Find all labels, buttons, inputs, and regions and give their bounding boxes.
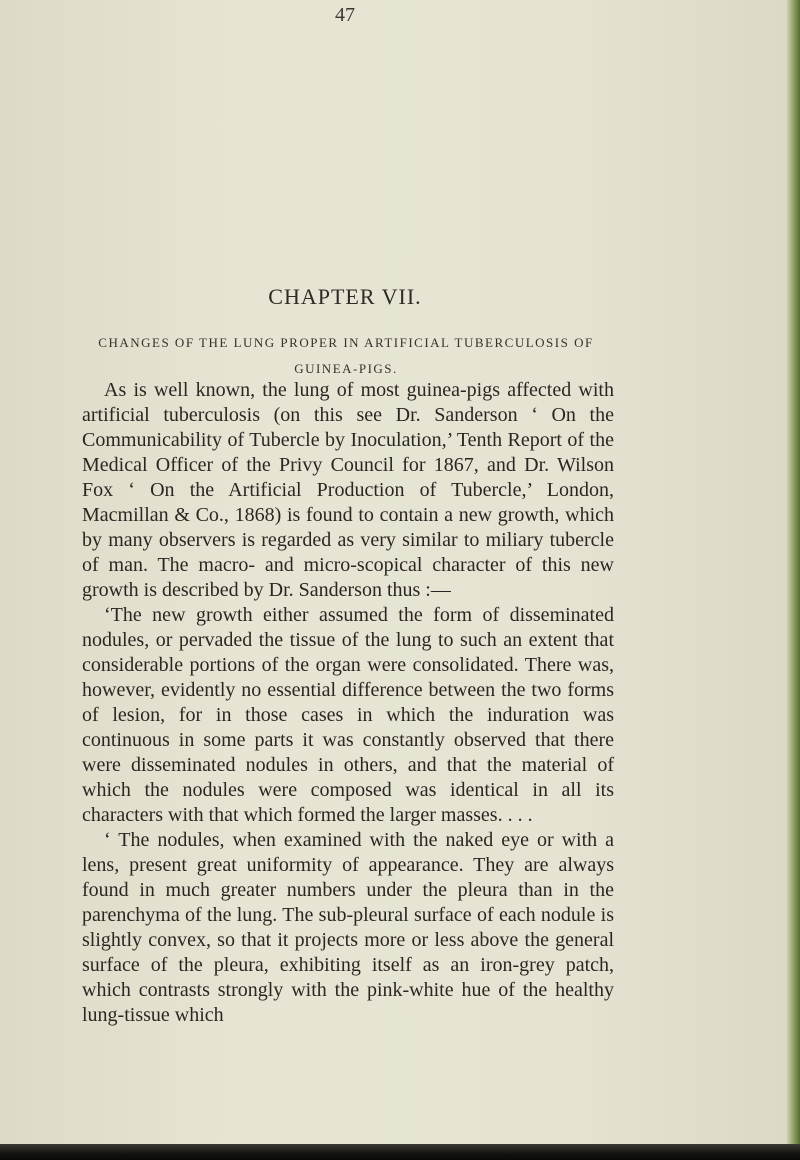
paragraph: ‘The new growth either assumed the form of disseminated nodules, or pervaded the tissue of the lung to such an extent that considerable portions of the organ were consolidated. There was, however, evidently no essential difference between the two forms of lesion, for in those cases in which the induration was continuous in some parts it was constantly observed that there were disseminated nodules in others, and that the material of which the nodules were composed was identical in all its characters with that which formed the larger masses. . . . bbox=[82, 604, 614, 826]
scan-bottom-edge bbox=[0, 1144, 800, 1160]
page-edge bbox=[786, 0, 800, 1160]
body-text bbox=[82, 378, 614, 1028]
paragraph: As is well known, the lung of most guinea-pigs affected with artificial tuberculosis (on this see Dr. Sanderson ‘ On the Communicability of Tubercle by Inoculation,’ Tenth Report of the Medical Officer of the Privy Council for 1867, and Dr. Wilson Fox ‘ On the Artificial Production of Tubercle,’ London, Macmillan & Co., 1868) is found to contain a new growth, which by many observers is regarded as very similar to miliary tubercle of man. The macro- and micro-scopical character of this new growth is described by Dr. Sanderson thus :— bbox=[82, 379, 614, 601]
page-number: 47 bbox=[335, 4, 355, 26]
chapter-title: CHAPTER VII. bbox=[268, 284, 422, 309]
chapter-subtitle: CHANGES OF THE LUNG PROPER IN ARTIFICIAL TUBERCULOSIS OF GUINEA-PIGS. bbox=[98, 335, 594, 376]
paragraph: ‘ The nodules, when examined with the naked eye or with a lens, present great uniformity of appearance. They are always found in much greater numbers under the pleura than in the parenchyma of the lung. The sub-pleural surface of each nodule is slightly convex, so that it projects more or less above the general surface of the pleura, exhibiting itself as an iron-grey patch, which contrasts strongly with the pink-white hue of the healthy lung-tissue which bbox=[82, 829, 614, 1026]
